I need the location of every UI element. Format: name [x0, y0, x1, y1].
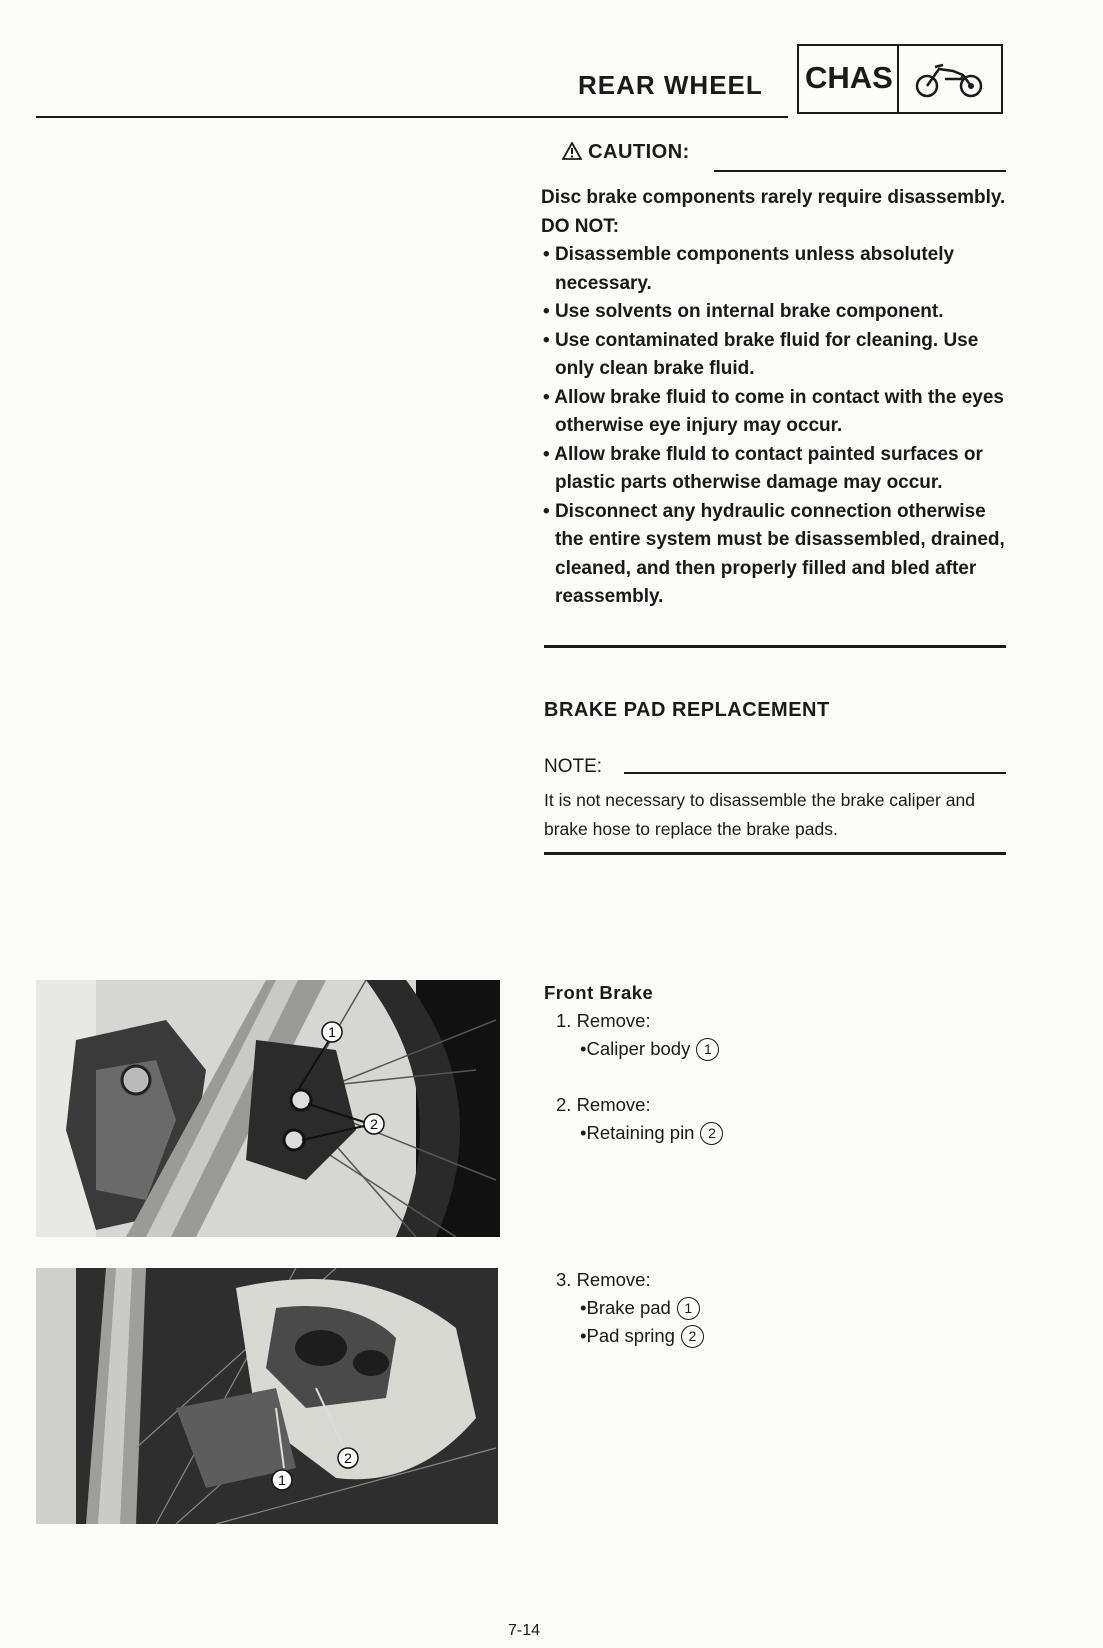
step-item: •Caliper body 1 — [544, 1035, 723, 1063]
chapter-badge — [797, 44, 1003, 114]
header-rule — [36, 116, 788, 118]
front-brake-steps — [544, 979, 723, 1147]
step-label: 3. Remove: — [556, 1269, 651, 1290]
caution-item: • Disconnect any hydraulic connection otherwise the entire system must be disassembled, drained, cleaned, and then properly filled and bled after reassembly. — [543, 500, 1005, 607]
caution-item: • Disassemble components unless absolutely necessary. — [543, 244, 955, 294]
note-end-rule — [544, 852, 1006, 855]
step-item: •Retaining pin 2 — [544, 1119, 723, 1147]
caution-item: • Allow brake fluld to contact painted surfaces or plastic parts otherwise damage may occur. — [543, 443, 983, 493]
step-item: •Brake pad 1 — [544, 1294, 704, 1322]
callout-number: 1 — [677, 1297, 700, 1320]
step-label: 2. Remove: — [556, 1094, 651, 1115]
step-item: •Pad spring 2 — [544, 1322, 704, 1350]
subsection-heading: BRAKE PAD REPLACEMENT — [544, 699, 830, 721]
warning-triangle-icon — [562, 141, 588, 163]
caution-rule — [714, 170, 1006, 172]
note-text: It is not necessary to disassemble the brake caliper and brake hose to replace the brake pads. — [544, 790, 975, 839]
front-brake-steps-cont — [544, 1266, 704, 1350]
section-title: REAR WHEEL — [578, 70, 763, 100]
note-rule — [624, 772, 1006, 774]
callout-number: 1 — [696, 1038, 719, 1061]
brake-pad-photo — [36, 1268, 498, 1524]
caution-heading — [562, 141, 690, 164]
caution-item: • Allow brake fluid to come in contact with the eyes otherwise eye injury may occur. — [543, 386, 1004, 436]
page-number: 7-14 — [508, 1622, 541, 1639]
step-label: 1. Remove: — [556, 1010, 651, 1031]
callout-number: 2 — [700, 1122, 723, 1145]
front-brake-title: Front Brake — [544, 982, 654, 1003]
caution-body — [541, 184, 1007, 612]
caution-intro: Disc brake components rarely require disassembly. DO NOT: — [541, 187, 1006, 237]
caution-item: • Use contaminated brake fluid for cleaning. Use only clean brake fluid. — [543, 329, 979, 379]
photo1-callout-1: 1 — [328, 1024, 336, 1040]
photo2-callout-2: 2 — [344, 1450, 352, 1466]
note-label: NOTE: — [544, 756, 603, 777]
caution-title: CAUTION: — [588, 141, 690, 163]
callout-number: 2 — [681, 1325, 704, 1348]
caution-item: • Use solvents on internal brake component. — [543, 301, 944, 322]
caliper-photo — [36, 980, 500, 1237]
motorcycle-icon — [899, 46, 1001, 112]
chapter-badge-text: CHAS — [799, 46, 899, 112]
photo1-callout-2: 2 — [370, 1116, 378, 1132]
photo2-callout-1: 1 — [278, 1472, 286, 1488]
caution-end-rule — [544, 645, 1006, 648]
